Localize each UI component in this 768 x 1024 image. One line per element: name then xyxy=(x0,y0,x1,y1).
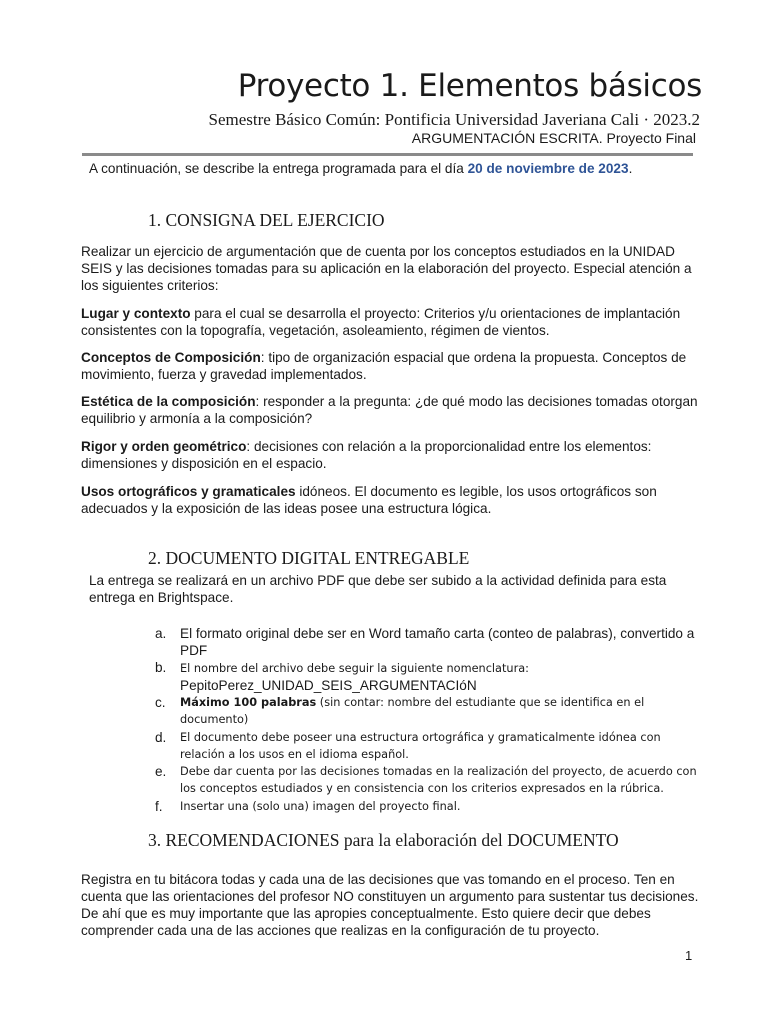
list-marker: b. xyxy=(155,660,167,675)
section-heading-2: 2. DOCUMENTO DIGITAL ENTREGABLE xyxy=(148,548,470,568)
criterion-text: : decisiones con relación a la proporcionalidad entre los elementos: dimensiones y disposición en el espacio. xyxy=(81,439,652,471)
criterion-title: Rigor y orden geométrico xyxy=(81,439,247,454)
criterion-text: para el cual se desarrolla el proyecto: Criterios y/u orientaciones de implantación consistentes con la topografía, vegetación, asoleamiento, régimen de vientos. xyxy=(81,306,681,338)
page-title: Proyecto 1. Elementos básicos xyxy=(237,68,702,104)
list-item-text: (sin contar: nombre del estudiante que se identifica en el documento) xyxy=(180,696,645,726)
header-divider xyxy=(82,153,693,156)
criterion-text: idóneos. El documento es legible, los usos ortográficos son adecuados y la exposición de las ideas posee una estructura lógica. xyxy=(81,484,657,516)
criterion-text: : tipo de organización espacial que ordena la propuesta. Conceptos de movimiento, fuerza y gravedad implementados. xyxy=(81,350,687,382)
list-item-text: Debe dar cuenta por las decisiones tomadas en la realización del proyecto, de acuerdo con los conceptos estudiados y en consistencia con los criterios expresados en la rúbrica. xyxy=(180,765,697,795)
list-item-body xyxy=(180,694,700,728)
section-heading-1: 1. CONSIGNA DEL EJERCICIO xyxy=(148,210,385,230)
section3-paragraph: Registra en tu bitácora todas y cada una de las decisiones que vas tomando en el proceso. Ten en cuenta que las orientaciones del profesor NO constituyen un argumento para sustentar tus decisiones. De ahí que es muy importante que las apropies conceptualmente. Esto quiere decir que debes comprender cada una de las acciones que realizas en la configuración de tu proyecto. xyxy=(81,872,699,938)
section-heading-3: 3. RECOMENDACIONES para la elaboración del DOCUMENTO xyxy=(148,830,619,850)
criterion-title: Estética de la composición xyxy=(81,394,256,409)
criterion-text: : responder a la pregunta: ¿de qué modo las decisiones tomadas otorgan equilibrio y armonía a la composición? xyxy=(81,394,698,426)
list-item-text: El documento debe poseer una estructura ortográfica y gramaticalmente idónea con relación a los usos en el idioma español. xyxy=(180,731,661,761)
list-item-body xyxy=(180,659,700,694)
intro-prefix: A continuación, se describe la entrega programada para el día xyxy=(89,161,468,176)
criterion-title: Conceptos de Composición xyxy=(81,350,261,365)
list-marker: c. xyxy=(155,695,166,710)
section2-paragraph: La entrega se realizará en un archivo PDF que debe ser subido a la actividad definida para esta entrega en Brightspace. xyxy=(89,573,667,605)
list-marker: d. xyxy=(155,730,167,745)
section1-paragraph: Realizar un ejercicio de argumentación que de cuenta por los conceptos estudiados en la UNIDAD SEIS y las decisiones tomadas para su aplicación en la elaboración del proyecto. Especial atención a los siguientes criterios: xyxy=(81,244,692,293)
page-subtitle: Semestre Básico Común: Pontificia Universidad Javeriana Cali · 2023.2 xyxy=(208,110,700,129)
criterion-rigor xyxy=(81,438,701,472)
intro-date: 20 de noviembre de 2023 xyxy=(467,161,629,176)
list-item-text: El formato original debe ser en Word tamaño carta (conteo de palabras), convertido a PDF xyxy=(180,626,695,658)
criterion-usos xyxy=(81,483,701,517)
list-marker: a. xyxy=(155,626,167,641)
criterion-title: Usos ortográficos y gramaticales xyxy=(81,484,296,499)
list-item-text: El nombre del archivo debe seguir la siguiente nomenclatura: xyxy=(180,662,529,675)
page-subtitle-secondary: ARGUMENTACIÓN ESCRITA. Proyecto Final xyxy=(411,130,696,146)
list-item-text: Insertar una (solo una) imagen del proyecto final. xyxy=(180,800,461,813)
criterion-composicion xyxy=(81,349,701,383)
list-marker: f. xyxy=(155,799,163,814)
file-name-pattern: PepitoPerez_UNIDAD_SEIS_ARGUMENTACIóN xyxy=(180,678,477,693)
list-marker: e. xyxy=(155,764,167,779)
criterion-lugar xyxy=(81,305,701,339)
list-item-bold: Máximo 100 palabras xyxy=(180,696,317,709)
page-number: 1 xyxy=(685,948,693,963)
intro-paragraph xyxy=(89,161,632,176)
criterion-estetica xyxy=(81,393,701,427)
criterion-title: Lugar y contexto xyxy=(81,306,191,321)
intro-suffix: . xyxy=(628,161,633,176)
